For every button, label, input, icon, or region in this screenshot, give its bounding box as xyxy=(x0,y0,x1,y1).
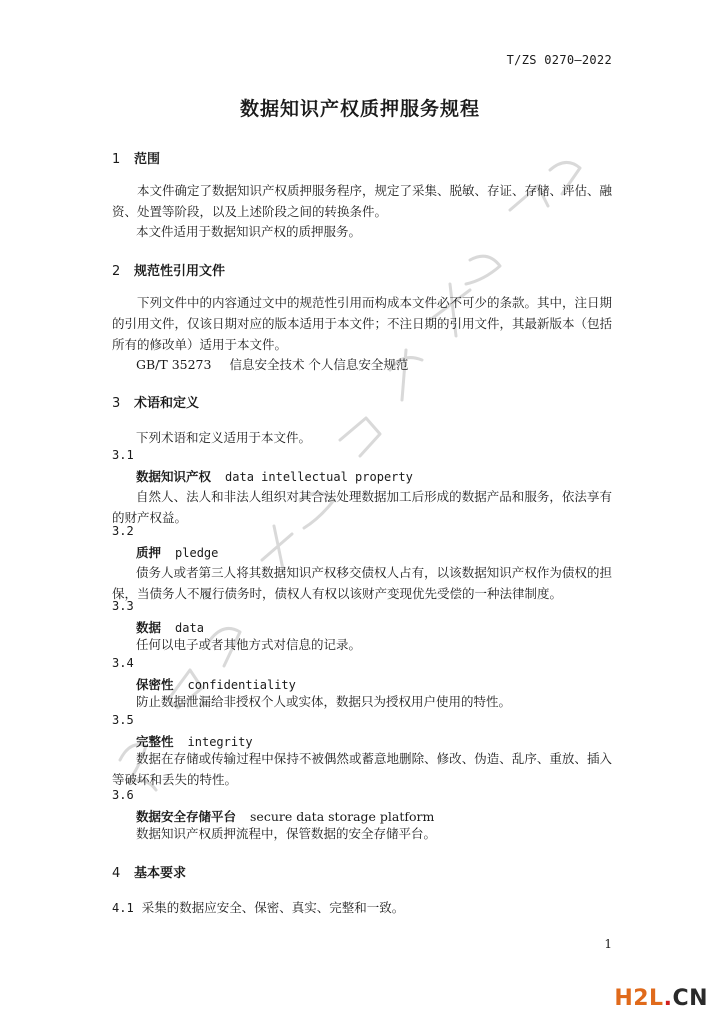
logo-part-1: H2L xyxy=(614,986,664,1011)
term-en: pledge xyxy=(175,546,219,560)
logo-dot: . xyxy=(663,986,673,1011)
logo-part-2: CN xyxy=(672,986,708,1011)
term-number: 3.5 xyxy=(112,713,134,727)
section-title: 规范性引用文件 xyxy=(134,264,226,279)
term-zh: 质押 xyxy=(136,545,162,560)
term-number: 3.2 xyxy=(112,524,134,538)
section-2-heading xyxy=(112,260,225,279)
term-zh: 完整性 xyxy=(136,734,174,749)
section-2-paragraph-1: 下列文件中的内容通过文中的规范性引用而构成本文件必不可少的条款。其中，注日期的引用文件，仅该日期对应的版本适用于本文件；不注日期的引用文件，其最新版本（包括所有的修改单）适用于本文件。 xyxy=(112,295,613,352)
term-definition: 数据知识产权质押流程中，保管数据的安全存储平台。 xyxy=(136,826,437,841)
section-number: 3 xyxy=(112,396,121,411)
section-title: 范围 xyxy=(134,152,161,167)
section-1-heading xyxy=(112,148,160,167)
section-4-heading xyxy=(112,862,186,881)
term-zh: 保密性 xyxy=(136,677,174,692)
section-number: 4 xyxy=(112,866,121,881)
section-title: 术语和定义 xyxy=(134,396,200,411)
section-3-heading xyxy=(112,392,199,411)
term-definition: 任何以电子或者其他方式对信息的记录。 xyxy=(136,637,362,652)
term-zh: 数据 xyxy=(136,620,162,635)
term-number: 3.4 xyxy=(112,656,134,670)
clause-text: 采集的数据应安全、保密、真实、完整和一致。 xyxy=(141,900,405,915)
reference-title: 信息安全技术 个人信息安全规范 xyxy=(229,357,409,372)
term-number: 3.1 xyxy=(112,448,134,462)
term-definition: 债务人或者第三人将其数据知识产权移交债权人占有，以该数据知识产权作为债权的担保，当债务人不履行债务时，债权人有权以该财产变现优先受偿的一种法律制度。 xyxy=(112,565,612,601)
section-1-paragraph-2: 本文件适用于数据知识产权的质押服务。 xyxy=(136,224,362,239)
term-en: confidentiality xyxy=(187,678,296,692)
term-heading xyxy=(136,543,218,561)
section-number: 2 xyxy=(112,264,121,279)
site-logo xyxy=(614,986,708,1011)
term-number: 3.6 xyxy=(112,788,134,802)
section-number: 1 xyxy=(112,152,121,167)
term-zh: 数据安全存储平台 xyxy=(136,809,237,824)
reference-code: GB/T 35273 xyxy=(136,357,212,372)
document-title: 数据知识产权质押服务规程 xyxy=(239,98,480,120)
standard-code: T/ZS 0270—2022 xyxy=(506,53,612,67)
term-definition: 自然人、法人和非法人组织对其合法处理数据加工后形成的数据产品和服务，依法享有的财产权益。 xyxy=(112,489,612,525)
normative-reference xyxy=(136,355,408,373)
term-heading xyxy=(136,467,413,485)
section-3-intro: 下列术语和定义适用于本文件。 xyxy=(136,430,312,445)
term-en: data intellectual property xyxy=(225,470,413,484)
term-en: data xyxy=(175,621,204,635)
term-definition: 防止数据泄漏给非授权个人或实体，数据只为授权用户使用的特性。 xyxy=(136,694,512,709)
term-en: integrity xyxy=(187,735,253,749)
term-en: secure data storage platform xyxy=(250,809,435,824)
page-number: 1 xyxy=(604,937,612,951)
clause-number: 4.1 xyxy=(112,901,134,915)
term-zh: 数据知识产权 xyxy=(136,469,212,484)
term-number: 3.3 xyxy=(112,599,134,613)
term-definition: 数据在存储或传输过程中保持不被偶然或蓄意地删除、修改、伪造、乱序、重放、插入等破坏和丢失的特性。 xyxy=(112,751,612,787)
clause-4-1 xyxy=(112,898,404,916)
section-1-paragraph-1: 本文件确定了数据知识产权质押服务程序，规定了采集、脱敏、存证、存储、评估、融资、处置等阶段，以及上述阶段之间的转换条件。 xyxy=(112,183,613,219)
section-title: 基本要求 xyxy=(134,866,187,881)
